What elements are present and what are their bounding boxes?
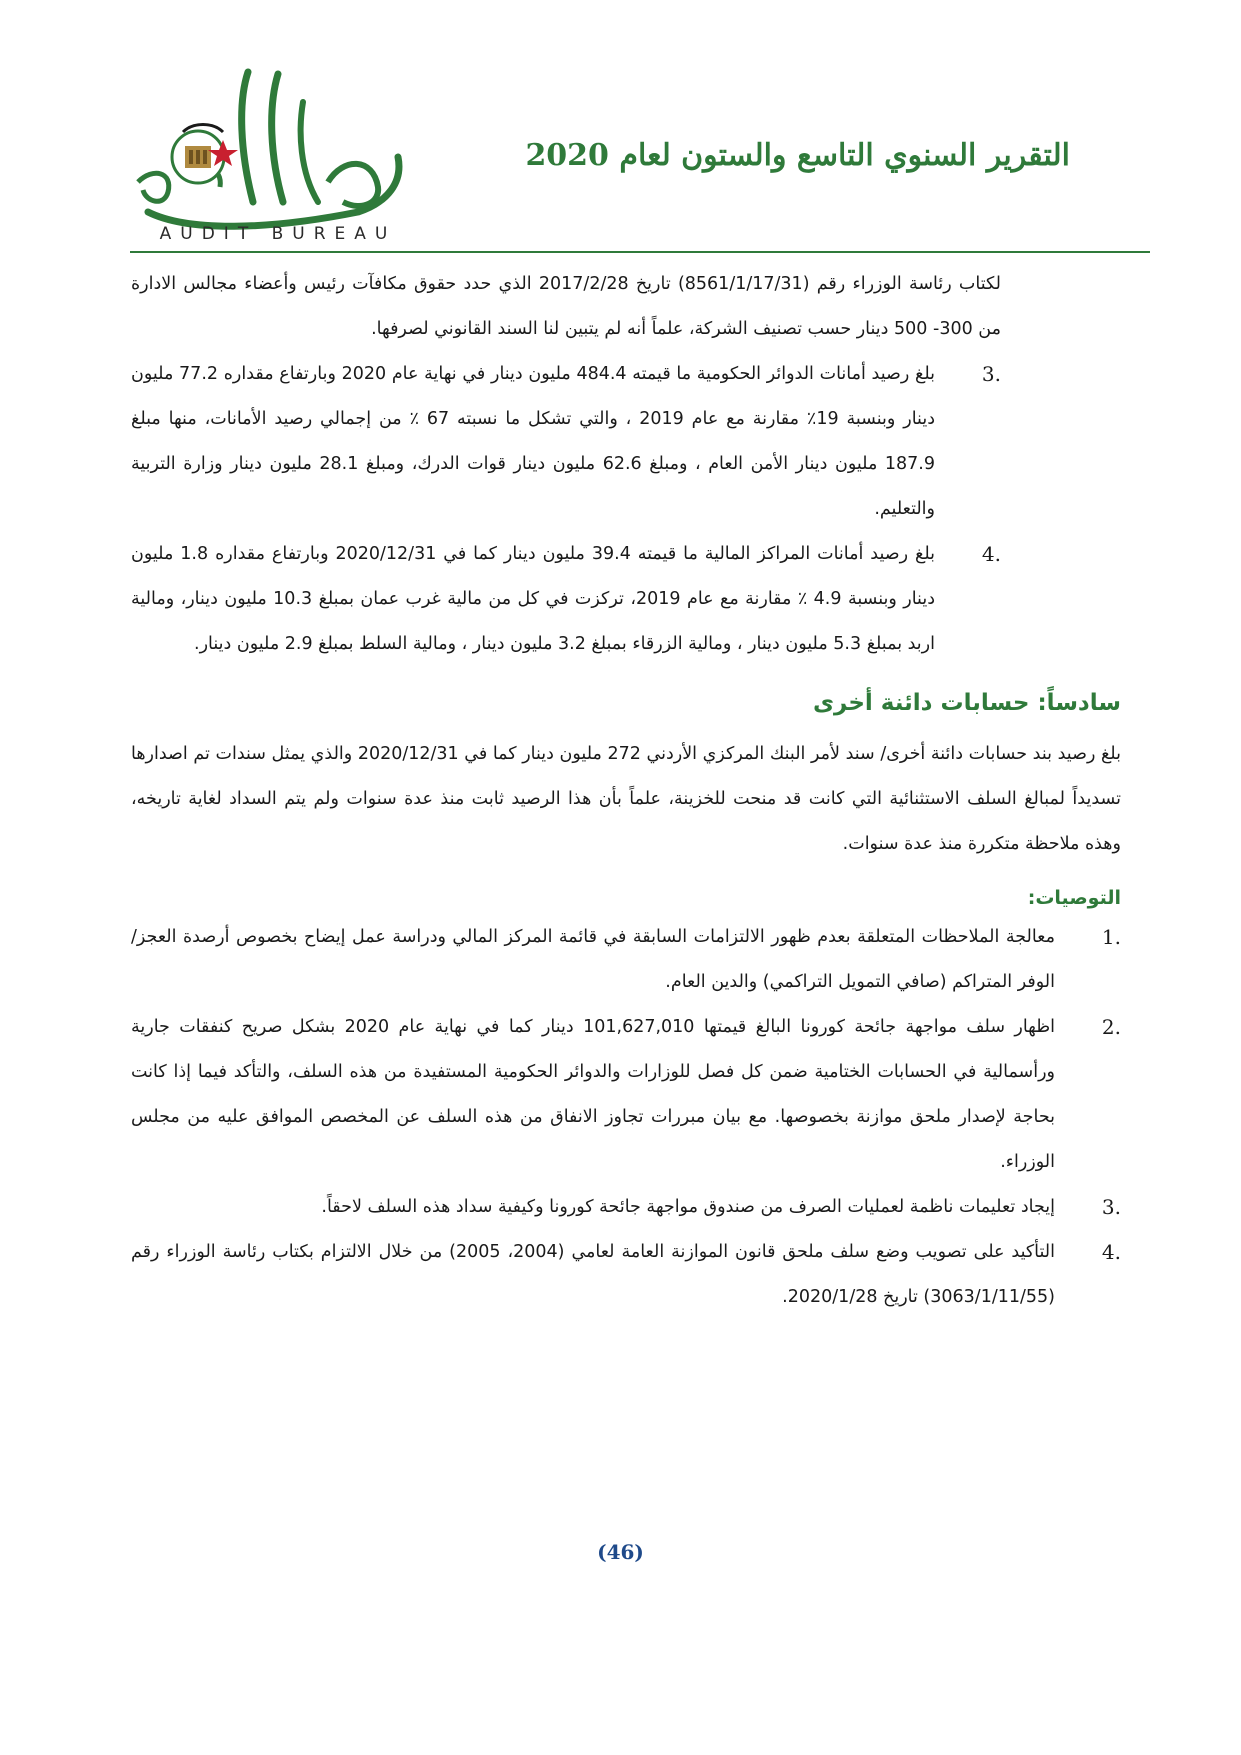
findings-list: [131, 352, 1121, 667]
page-content: [131, 262, 1121, 1320]
recommendation-text: إيجاد تعليمات ناظمة لعمليات الصرف من صندوق مواجهة جائحة كورونا وكيفية سداد هذه السلف لاحقاً.: [321, 1197, 1055, 1217]
recommendation-number: 1.: [1101, 925, 1121, 949]
recommendation-item-2: [131, 1005, 1121, 1185]
finding-number: 4.: [981, 542, 1001, 566]
section-body: بلغ رصيد بند حسابات دائنة أخرى/ سند لأمر البنك المركزي الأردني 272 مليون دينار كما في 2020/12/31 والذي يمثل سندات تم اصدارها تسديداً لمبالغ السلف الاستثنائية التي كانت قد منحت للخزينة، علماً بأن هذا الرصيد ثابت منذ عدة سنوات ولم يتم السداد لغاية تاريخه، وهذه ملاحظة متكررة منذ عدة سنوات.: [131, 744, 1121, 854]
page-number: (46): [597, 1540, 644, 1564]
recommendations-list: [131, 915, 1121, 1320]
recommendation-text: معالجة الملاحظات المتعلقة بعدم ظهور الالتزامات السابقة في قائمة المركز المالي ودراسة عمل إيضاح بخصوص أرصدة العجز/ الوفر المتراكم (صافي التمويل التراكمي) والدين العام.: [131, 927, 1055, 992]
recommendation-number: 4.: [1101, 1240, 1121, 1264]
recommendation-item-1: [131, 915, 1121, 1005]
recommendation-item-4: [131, 1230, 1121, 1320]
recommendations-heading: التوصيات:: [1027, 887, 1121, 909]
section-heading: سادساً: حسابات دائنة أخرى: [812, 690, 1121, 716]
recommendation-text: اظهار سلف مواجهة جائحة كورونا البالغ قيمتها 101,627,010 دينار كما في نهاية عام 2020 بشكل صريح كنفقات جارية ورأسمالية في الحسابات الختامية ضمن كل فصل للوزارات والدوائر الحكومية المستفيدة من هذه السلف، والتأكد فيما إذا كانت بحاجة لإصدار ملحق موازنة بخصوصها. مع بيان مبررات تجاوز الانفاق من هذه السلف عن المخصص الموافق عليه من مجلس الوزراء.: [131, 1017, 1056, 1172]
recommendation-number: 2.: [1101, 1015, 1121, 1039]
finding-item-3: [131, 352, 1001, 532]
recommendation-item-3: [131, 1185, 1121, 1230]
logo-caption: AUDIT BUREAU: [159, 224, 397, 244]
recommendation-number: 3.: [1101, 1195, 1121, 1219]
recommendation-text: التأكيد على تصويب وضع سلف ملحق قانون الموازنة العامة لعامي (2004، 2005) من خلال الالتزام بكتاب رئاسة الوزراء رقم (3063/1/11/55) تاريخ 2020/1/28.: [131, 1242, 1055, 1307]
header-divider: [130, 251, 1150, 253]
intro-paragraph: لكتاب رئاسة الوزراء رقم (8561/1/17/31) تاريخ 2017/2/28 الذي حدد حقوق مكافآت رئيس وأعضاء مجالس الادارة من 300- 500 دينار حسب تصنيف الشركة، علماً أنه لم يتبين لنا السند القانوني لصرفها.: [131, 274, 1001, 339]
finding-item-4: [131, 532, 1001, 667]
report-title: التقرير السنوي التاسع والستون لعام 2020: [525, 138, 1070, 173]
audit-bureau-logo: [128, 62, 418, 242]
finding-number: 3.: [981, 362, 1001, 386]
finding-text: بلغ رصيد أمانات الدوائر الحكومية ما قيمته 484.4 مليون دينار في نهاية عام 2020 وبارتفاع مقداره 77.2 مليون دينار وبنسبة 19٪ مقارنة مع عام 2019 ، والتي تشكل ما نسبته 67 ٪ من إجمالي رصيد الأمانات، منها مبلغ 187.9 مليون دينار الأمن العام ، ومبلغ 62.6 مليون دينار قوات الدرك، ومبلغ 28.1 مليون دينار وزارة التربية والتعليم.: [131, 364, 935, 519]
finding-text: بلغ رصيد أمانات المراكز المالية ما قيمته 39.4 مليون دينار كما في 2020/12/31 وبارتفاع مقداره 1.8 مليون دينار وبنسبة 4.9 ٪ مقارنة مع عام 2019، تركزت في كل من مالية غرب عمان بمبلغ 10.3 مليون دينار، ومالية اربد بمبلغ 5.3 مليون دينار ، ومالية الزرقاء بمبلغ 3.2 مليون دينار ، ومالية السلط بمبلغ 2.9 مليون دينار.: [131, 544, 936, 654]
